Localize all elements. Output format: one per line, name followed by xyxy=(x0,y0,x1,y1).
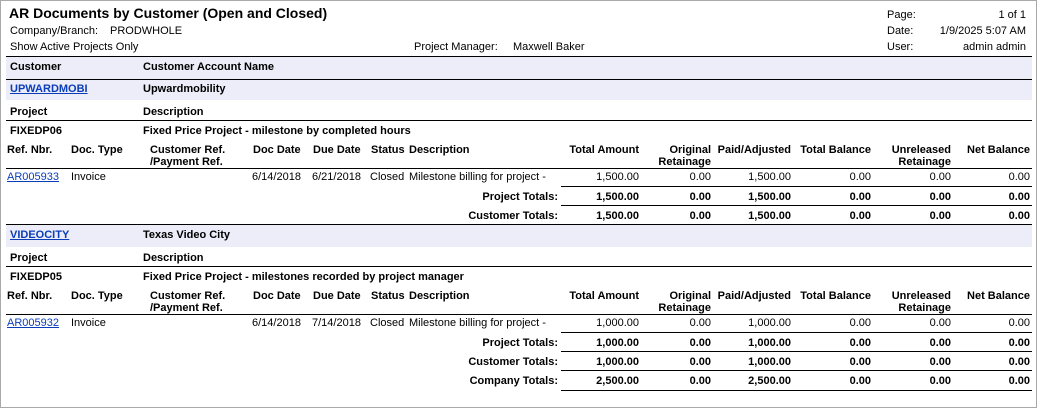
project-totals-balance: 0.00 xyxy=(849,191,871,203)
col-unreleased-line2: Retainage xyxy=(898,302,951,314)
project-desc-col-label: Description xyxy=(143,252,204,264)
project-totals-rule xyxy=(561,332,1032,333)
col-due-date: Due Date xyxy=(313,144,361,156)
project-id: FIXEDP06 xyxy=(10,125,62,137)
customer-totals-paid: 1,500.00 xyxy=(748,210,791,222)
unreleased-retainage: 0.00 xyxy=(929,317,951,329)
col-original-line1: Original xyxy=(669,144,711,156)
company-totals-bottom-rule xyxy=(561,390,1032,391)
project-totals-label: Project Totals: xyxy=(482,337,558,349)
project-totals-total: 1,000.00 xyxy=(596,337,639,349)
customer-totals-unrel-ret: 0.00 xyxy=(929,210,951,222)
col-total-amount: Total Amount xyxy=(569,144,639,156)
company-totals-balance: 0.00 xyxy=(849,375,871,387)
customer-totals-net: 0.00 xyxy=(1008,356,1030,368)
col-total-balance: Total Balance xyxy=(800,290,871,302)
customer-totals-label: Customer Totals: xyxy=(468,356,558,368)
customer-totals-balance: 0.00 xyxy=(849,210,871,222)
company-totals-orig-ret: 0.00 xyxy=(689,375,711,387)
customer-link[interactable]: UPWARDMOBI xyxy=(10,83,88,95)
col-status: Status xyxy=(371,144,405,156)
col-doc-type: Doc. Type xyxy=(71,144,123,156)
customer-totals-net: 0.00 xyxy=(1008,210,1030,222)
user-label: User: xyxy=(887,41,914,53)
company-totals-paid: 2,500.00 xyxy=(748,375,791,387)
col-original-line1: Original xyxy=(669,290,711,302)
customer-totals-orig-ret: 0.00 xyxy=(689,210,711,222)
detail-header-rule xyxy=(6,168,1032,169)
project-totals-paid: 1,000.00 xyxy=(748,337,791,349)
net-balance: 0.00 xyxy=(1008,317,1030,329)
col-total-balance: Total Balance xyxy=(800,144,871,156)
page-value: 1 of 1 xyxy=(998,9,1026,21)
project-totals-unrel-ret: 0.00 xyxy=(929,337,951,349)
col-total-amount: Total Amount xyxy=(569,290,639,302)
project-totals-net: 0.00 xyxy=(1008,337,1030,349)
col-customer-account-name: Customer Account Name xyxy=(143,61,275,73)
col-doc-date: Doc Date xyxy=(253,144,301,156)
project-totals-balance: 0.00 xyxy=(849,337,871,349)
col-unreleased-line1: Unreleased xyxy=(891,290,951,302)
project-id: FIXEDP05 xyxy=(10,271,62,283)
project-totals-paid: 1,500.00 xyxy=(748,191,791,203)
col-customer-ref-line2: /Payment Ref. xyxy=(150,156,223,168)
company-totals-rule xyxy=(561,370,1032,371)
company-totals-net: 0.00 xyxy=(1008,375,1030,387)
col-doc-type: Doc. Type xyxy=(71,290,123,302)
customer-totals-rule xyxy=(561,205,1032,206)
project-totals-unrel-ret: 0.00 xyxy=(929,191,951,203)
doc-type: Invoice xyxy=(71,171,106,183)
paid-adjusted: 1,500.00 xyxy=(748,171,791,183)
customer-totals-orig-ret: 0.00 xyxy=(689,356,711,368)
user-value: admin admin xyxy=(963,41,1026,53)
customer-totals-rule xyxy=(561,351,1032,352)
company-totals-label: Company Totals: xyxy=(469,375,558,387)
due-date: 6/21/2018 xyxy=(312,171,361,183)
company-totals-unrel-ret: 0.00 xyxy=(929,375,951,387)
col-unreleased-line2: Retainage xyxy=(898,156,951,168)
status: Closed xyxy=(370,171,405,183)
col-paid-adjusted: Paid/Adjusted xyxy=(717,144,791,156)
col-net-balance: Net Balance xyxy=(967,144,1030,156)
col-customer-ref-line1: Customer Ref. xyxy=(150,290,226,302)
project-totals-label: Project Totals: xyxy=(482,191,558,203)
customer-name: Upwardmobility xyxy=(143,83,226,95)
col-net-balance: Net Balance xyxy=(967,290,1030,302)
customer-totals-paid: 1,000.00 xyxy=(748,356,791,368)
doc-date: 6/14/2018 xyxy=(252,317,301,329)
project-manager-value: Maxwell Baker xyxy=(513,41,585,53)
project-col-label: Project xyxy=(10,106,48,118)
col-customer: Customer xyxy=(10,61,62,73)
col-ref-nbr: Ref. Nbr. xyxy=(7,290,53,302)
doc-date: 6/14/2018 xyxy=(252,171,301,183)
col-description: Description xyxy=(409,290,470,302)
col-due-date: Due Date xyxy=(313,290,361,302)
report-title: AR Documents by Customer (Open and Closed) xyxy=(9,5,328,21)
detail-header-rule xyxy=(6,314,1032,315)
ref-nbr-link[interactable]: AR005932 xyxy=(7,317,59,329)
total-amount: 1,500.00 xyxy=(596,171,639,183)
company-branch-value: PRODWHOLE xyxy=(110,25,183,37)
col-original-line2: Retainage xyxy=(658,302,711,314)
col-original-line2: Retainage xyxy=(658,156,711,168)
project-manager-label: Project Manager: xyxy=(414,41,498,53)
project-totals-orig-ret: 0.00 xyxy=(689,191,711,203)
customer-totals-total: 1,000.00 xyxy=(596,356,639,368)
customer-totals-total: 1,500.00 xyxy=(596,210,639,222)
page-label: Page: xyxy=(887,9,916,21)
ref-nbr-link[interactable]: AR005933 xyxy=(7,171,59,183)
project-totals-rule xyxy=(561,186,1032,187)
description: Milestone billing for project - xyxy=(409,171,546,183)
customer-name: Texas Video City xyxy=(143,229,231,241)
total-balance: 0.00 xyxy=(849,171,871,183)
status: Closed xyxy=(370,317,405,329)
project-totals-total: 1,500.00 xyxy=(596,191,639,203)
col-ref-nbr: Ref. Nbr. xyxy=(7,144,53,156)
doc-type: Invoice xyxy=(71,317,106,329)
project-description: Fixed Price Project - milestone by completed hours xyxy=(143,125,411,137)
date-value: 1/9/2025 5:07 AM xyxy=(939,25,1026,37)
project-rule xyxy=(6,266,1032,267)
col-customer-ref-line2: /Payment Ref. xyxy=(150,302,223,314)
due-date: 7/14/2018 xyxy=(312,317,361,329)
paid-adjusted: 1,000.00 xyxy=(748,317,791,329)
project-totals-net: 0.00 xyxy=(1008,191,1030,203)
project-desc-col-label: Description xyxy=(143,106,204,118)
col-paid-adjusted: Paid/Adjusted xyxy=(717,290,791,302)
original-retainage: 0.00 xyxy=(689,171,711,183)
original-retainage: 0.00 xyxy=(689,317,711,329)
project-description: Fixed Price Project - milestones recorded by project manager xyxy=(143,271,464,283)
col-doc-date: Doc Date xyxy=(253,290,301,302)
project-totals-orig-ret: 0.00 xyxy=(689,337,711,349)
customer-totals-balance: 0.00 xyxy=(849,356,871,368)
total-balance: 0.00 xyxy=(849,317,871,329)
unreleased-retainage: 0.00 xyxy=(929,171,951,183)
customer-totals-unrel-ret: 0.00 xyxy=(929,356,951,368)
col-customer-ref-line1: Customer Ref. xyxy=(150,144,226,156)
company-branch-label: Company/Branch: xyxy=(10,25,99,37)
project-rule xyxy=(6,120,1032,121)
customer-link[interactable]: VIDEOCITY xyxy=(10,229,70,241)
date-label: Date: xyxy=(887,25,914,37)
net-balance: 0.00 xyxy=(1008,171,1030,183)
company-totals-total: 2,500.00 xyxy=(596,375,639,387)
description: Milestone billing for project - xyxy=(409,317,546,329)
col-unreleased-line1: Unreleased xyxy=(891,144,951,156)
total-amount: 1,000.00 xyxy=(596,317,639,329)
active-projects-filter: Show Active Projects Only xyxy=(10,41,139,53)
customer-totals-label: Customer Totals: xyxy=(468,210,558,222)
col-description: Description xyxy=(409,144,470,156)
project-col-label: Project xyxy=(10,252,48,264)
col-status: Status xyxy=(371,290,405,302)
